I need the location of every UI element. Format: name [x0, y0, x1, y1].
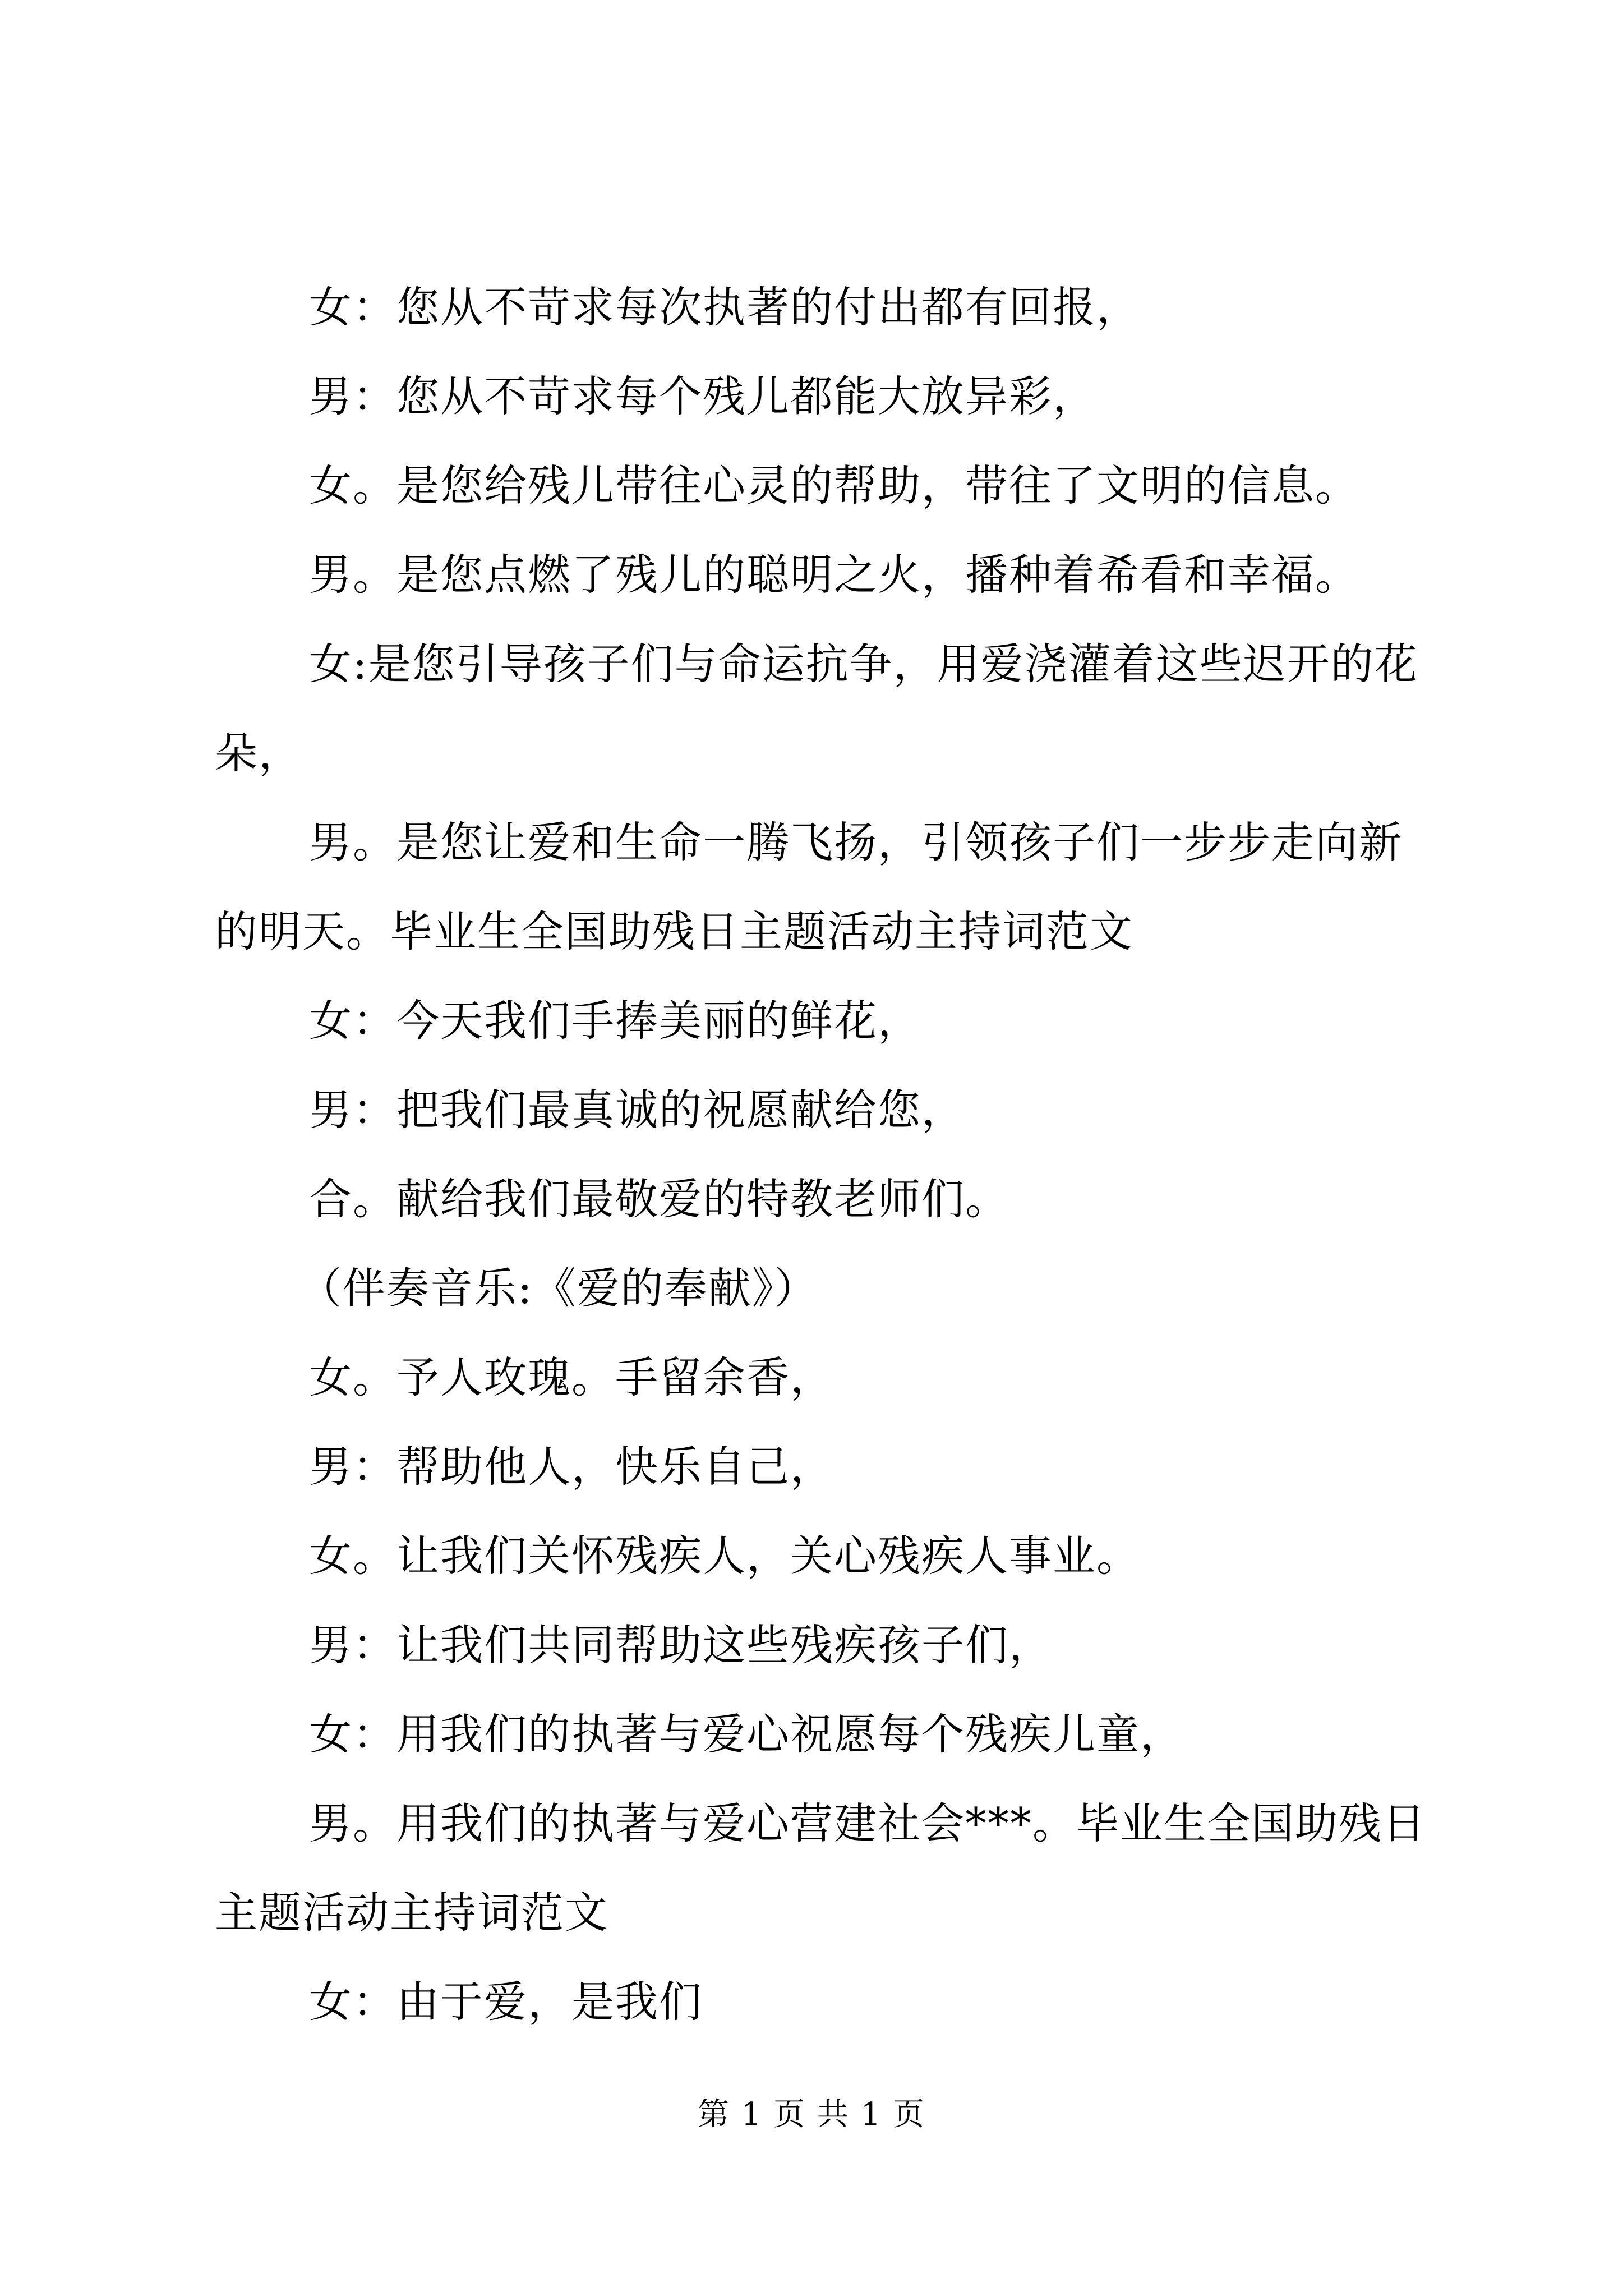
- paragraph: 男：把我们最真诚的祝愿献给您，: [309, 1085, 965, 1135]
- page-footer: [0, 2095, 1623, 2134]
- paragraph: 女：今天我们手捧美丽的鲜花，: [309, 996, 921, 1046]
- paragraph: 女。是您给残儿带往心灵的帮助，带往了文明的信息。: [309, 461, 1359, 510]
- paragraph: 女。让我们关怀残疾人，关心残疾人事业。: [309, 1531, 1140, 1581]
- paragraph: 女。予人玫瑰。手留余香，: [309, 1352, 834, 1402]
- paragraph: 合。献给我们最敬爱的特教老师们。: [309, 1174, 1009, 1224]
- document-body: [215, 263, 1426, 2046]
- paragraph: 男：您从不苛求每个残儿都能大放异彩，: [309, 371, 1096, 421]
- page-number-label: 第 1 页 共 1 页: [697, 2096, 926, 2133]
- paragraph: 男：让我们共同帮助这些残疾孩子们，: [309, 1620, 1053, 1670]
- paragraph: 男：帮助他人，快乐自己，: [309, 1442, 834, 1492]
- paragraph: 男。是您点燃了残儿的聪明之火，播种着希看和幸福。: [309, 550, 1359, 600]
- paragraph: 女:是您引导孩子们与命运抗争，用爱浇灌着这些迟开的花朵，: [215, 639, 1418, 778]
- paragraph: 男。用我们的执著与爱心营建社会***。毕业生全国助残日主题活动主持词范文: [215, 1798, 1426, 1938]
- paragraph: 女：用我们的执著与爱心祝愿每个残疾儿童，: [309, 1709, 1184, 1759]
- paragraph: （伴奏音乐:《爱的奉献》）: [299, 1263, 818, 1313]
- paragraph: 女：由于爱，是我们: [309, 1977, 703, 2027]
- paragraph: 男。是您让爱和生命一腾飞扬，引领孩子们一步步走向新的明天。毕业生全国助残日主题活动主持词范文: [215, 817, 1403, 956]
- paragraph: 女：您从不苛求每次执著的付出都有回报，: [309, 282, 1140, 332]
